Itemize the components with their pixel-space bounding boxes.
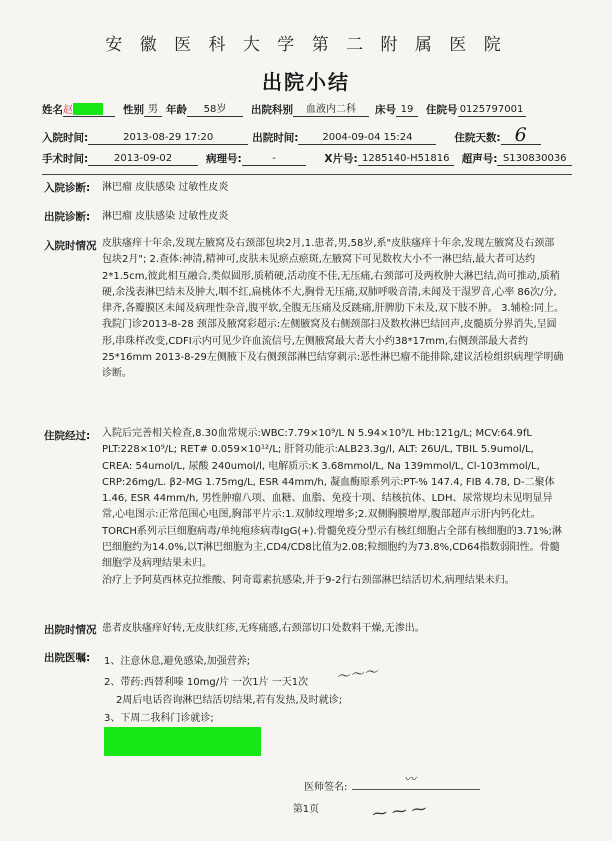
advice-item-1: 1、注意休息,避免感染,加强营养; xyxy=(104,656,251,667)
surgery-time-label: 手术时间: xyxy=(42,153,89,165)
discharge-diagnosis-label: 出院诊断: xyxy=(44,211,91,223)
age-label: 年龄 xyxy=(166,104,187,116)
course-text: 入院后完善相关检查,8.30血常规示:WBC:7.79×10⁹/L N 5.94×10⁹/L Hb:121g/L; MCV:64.9fL PLT:228×10⁹/L; RET# 0.059×10¹²/L; 肝肾功能示:ALB23.3g/l, ALT: 26U/L, TBIL 5.9umol/L, CREA: 54umol/L, 尿酸 240umol/l, 电解质示:K 3.68mmol/L, Na 139mmol/L, Cl-103mmol/L, CRP:26mg/L. β2-MG 1.75mg/L, ESR 44mm/h, 凝血酶原系列示:PT-% 147.4, FIB 4.78, D-二聚体1.46, ESR 44mm/h, 男性肿瘤八项、血糖、血脂、免疫十项、结核抗体、LDH、尿常规均未见明显异常,心电图示:正常范围心电图,胸部平片示:1.双肺纹理增多;2.双侧胸膜增厚,腹部超声示肝内钙化灶。TORCH系列示巨细胞病毒/单纯疱疹病毒IgG(+).骨髓免疫分型示有核红细胞占全部有核细胞的3.71%;淋巴细胞约为14.0%,以T淋巴细胞为主,CD4/CD8比值为2.08;粒细胞约为73.8%,CD64指数弱阳性。骨髓细胞学及病理结果未归。 xyxy=(102,428,562,570)
admit-time-label: 入院时间: xyxy=(42,132,89,144)
divider xyxy=(42,174,572,175)
discharge-diagnosis-value: 淋巴瘤 皮肤感染 过敏性皮炎 xyxy=(102,211,229,222)
redaction-mark xyxy=(73,103,103,115)
admit-diagnosis-label: 入院诊断: xyxy=(44,182,91,194)
stay-days-label: 住院天数: xyxy=(454,132,501,144)
document-title: 出院小结 xyxy=(262,70,350,94)
time-info-row xyxy=(42,126,572,145)
course-treatment-text: 治疗上予阿莫西林克拉维酸、阿奇霉素抗感染,并于9-2行右颈部淋巴结活切术,病理结果未归。 xyxy=(102,574,515,586)
name-value: 赵 xyxy=(63,105,73,116)
dept-label: 出院科别 xyxy=(251,104,293,116)
admit-time-value: 2013-08-29 17:20 xyxy=(88,131,248,145)
advice-label: 出院医嘱: xyxy=(44,652,91,664)
admit-diagnosis-value: 淋巴瘤 皮肤感染 过敏性皮炎 xyxy=(102,182,229,193)
xray-value: 1285140-H51816 xyxy=(358,152,454,166)
redaction-block xyxy=(104,727,261,756)
bed-label: 床号 xyxy=(375,104,396,116)
xray-label: X片号: xyxy=(324,153,358,165)
doctor-sign-label: 医师签名: xyxy=(304,782,348,793)
gender-label: 性别 xyxy=(123,104,144,116)
course-label: 住院经过: xyxy=(44,430,91,442)
ultrasound-label: 超声号: xyxy=(461,153,498,165)
admit-condition-text: 皮肤瘙痒十年余,发现左腋窝及右颈部包块2月,1.患者,男,58岁,系"皮肤瘙痒十年余,发现左腋窝及右颈部包块2月"; 2.查体:神清,精神可,皮肤未见瘀点瘀斑,左腋窝下可见数枚大小不一淋巴结,最大者可达约2*1.5cm,彼此相互融合,类似圆形,质稍硬,活动度不佳,无压痛,右颈部可及两枚肿大淋巴结,尚可推动,质稍硬,余浅表淋巴结未及肿大,咽不红,扁桃体不大,胸骨无压痛,双肺呼吸音清,未闻及干湿罗音,心率 86次/分,律齐,各瓣膜区未闻及病理性杂音,腹平软,全腹无压痛及反跳痛,肝脾肋下未及,双下肢不肿。 3.辅检:同上。我院门诊2013-8-28 颈部及腋窝彩超示:左侧腋窝及右侧颈部扫及数枚淋巴结回声,皮髓质分界消失,呈圆形,串珠样改变,CDFI示内可见少许血流信号,左侧腋窝最大者大小约38*17mm,右侧颈部最大者约25*16mm 2013-8-29左侧腋下及右侧颈部淋巴结穿刺示:恶性淋巴瘤不能排除,建议活检组织病理学明确诊断。 xyxy=(102,238,564,380)
gender-value: 男 xyxy=(144,103,162,117)
stay-days-value: 6 xyxy=(501,126,541,145)
discharge-condition-label: 出院时情况 xyxy=(44,624,97,636)
pathology-label: 病理号: xyxy=(206,153,242,165)
age-value: 58岁 xyxy=(187,103,243,117)
record-numbers-row xyxy=(42,151,572,166)
name-label: 姓名 xyxy=(42,104,63,116)
handwritten-signature: 〰 xyxy=(404,772,417,786)
advice-item-2: 2、带药:西替利嗪 10mg/片 一次1片 一天1次 xyxy=(104,677,309,688)
discharge-time-label: 出院时间: xyxy=(252,132,299,144)
inpatient-label: 住院号 xyxy=(426,104,458,116)
inpatient-value: 0125797001 xyxy=(458,103,526,117)
handwritten-annotation: 〜〜〜 xyxy=(335,664,380,686)
course-section xyxy=(102,426,564,589)
discharge-condition-text: 患者皮肤瘙痒好转,无皮肤红疹,无疼痛感,右颈部切口处数料干燥,无渗出。 xyxy=(102,623,425,634)
hospital-name: 安 徽 医 科 大 学 第 二 附 属 医 院 xyxy=(105,35,507,55)
bed-value: 19 xyxy=(396,103,418,117)
page-number: 第1页 xyxy=(292,804,320,815)
handwritten-date: ⁓ ⁓ ⁓ xyxy=(371,799,428,823)
ultrasound-value: S130830036 xyxy=(497,152,572,166)
name-field xyxy=(63,103,115,117)
advice-item-4: 3、下周二我科门诊就诊; xyxy=(104,713,214,724)
signature-line xyxy=(352,789,480,790)
pathology-value: - xyxy=(242,152,307,166)
surgery-time-value: 2013-09-02 xyxy=(88,152,198,166)
patient-info-row xyxy=(42,102,572,117)
discharge-time-value: 2004-09-04 15:24 xyxy=(298,131,436,145)
admit-condition-label: 入院时情况 xyxy=(44,240,97,252)
dept-value: 血液内二科 xyxy=(293,103,369,117)
advice-item-3: 2周后电话咨询淋巴结活切结果,若有发热,及时就诊; xyxy=(116,695,343,706)
